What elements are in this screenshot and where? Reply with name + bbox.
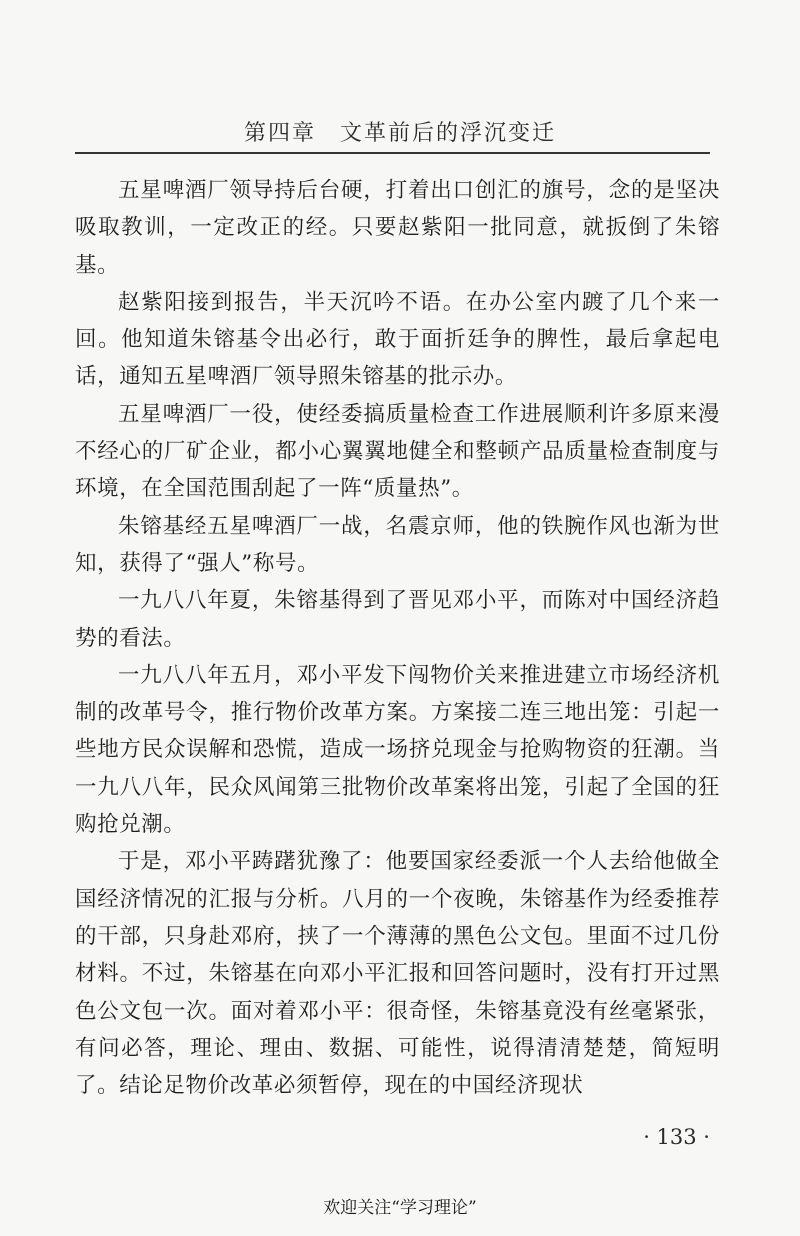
header-rule xyxy=(75,152,710,154)
paragraph: 五星啤酒厂一役，使经委搞质量检查工作进展顺利许多原来漫不经心的厂矿企业，都小心翼翼地健全和整顿产品质量检查制度与环境，在全国范围刮起了一阵“质量热”。 xyxy=(75,401,720,502)
chapter-title: 第四章 文革前后的浮沉变迁 xyxy=(243,121,556,146)
paragraph: 一九八八年夏，朱镕基得到了晋见邓小平，而陈对中国经济趋势的看法。 xyxy=(75,588,720,651)
paragraph: 于是，邓小平踌躇犹豫了：他要国家经委派一个人去给他做全国经济情况的汇报与分析。八月的一个夜晚，朱镕基作为经委推荐的干部，只身赴邓府，挟了一个薄薄的黑色公文包。里面不过几份材料。不过，朱镕基在向邓小平汇报和回答问题时，没有打开过黑色公文包一次。面对着邓小平：很奇怪，朱镕基竟没有丝毫紧张，有问必答，理论、理由、数据、可能性，说得清清楚楚，简短明了。结论足物价改革必须暂停，现在的中国经济现状 xyxy=(75,849,720,1099)
footer-note: 欢迎关注“学习理论” xyxy=(323,1198,477,1218)
page-body xyxy=(75,172,720,1104)
paragraph: 赵紫阳接到报告，半天沉吟不语。在办公室内踱了几个来一回。他知道朱镕基令出必行，敢于面折廷争的脾性，最后拿起电话，通知五星啤酒厂领导照朱镕基的批示办。 xyxy=(75,289,720,390)
paragraph: 五星啤酒厂领导持后台硬，打着出口创汇的旗号，念的是坚决吸取教训，一定改正的经。只要赵紫阳一批同意，就扳倒了朱镕基。 xyxy=(75,178,720,278)
page-number: · 133 · xyxy=(643,1125,710,1149)
paragraph: 一九八八年五月，邓小平发下闯物价关来推进建立市场经济机制的改革号令，推行物价改革方案。方案接二连三地出笼：引起一些地方民众误解和恐慌，造成一场挤兑现金与抢购物资的狂潮。当一九八八年，民众风闻第三批物价改革案将出笼，引起了全国的狂购抢兑潮。 xyxy=(75,662,720,838)
paragraph: 朱镕基经五星啤酒厂一战，名震京师，他的铁腕作风也渐为世知，获得了“强人”称号。 xyxy=(75,513,720,576)
